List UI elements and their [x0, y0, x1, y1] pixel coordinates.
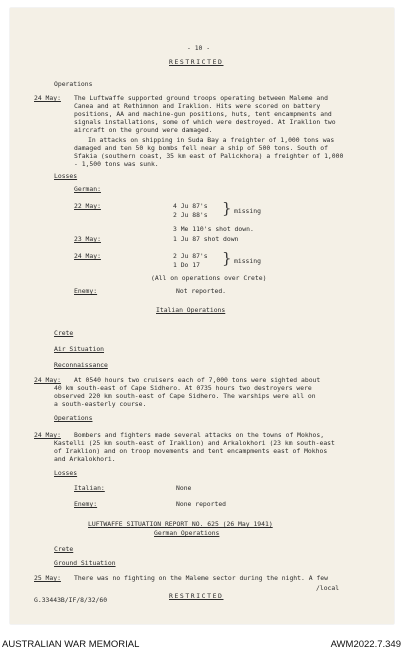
classification-bottom: RESTRICTED — [169, 592, 224, 600]
ops-line-4: and Arkalokhori. — [54, 455, 116, 463]
archive-name: AUSTRALIAN WAR MEMORIAL — [2, 639, 140, 650]
loss-me110: 3 Me 110's shot down. — [173, 225, 254, 233]
missing-24-may: missing — [234, 257, 261, 265]
brace-24-may: } — [222, 249, 232, 267]
ground-line-1: There was no fighting on the Maleme sector during the night. A few — [74, 574, 328, 582]
crete-heading-1: Crete — [54, 329, 74, 337]
recon-line-1: At 0540 hours two cruisers each of 7,000 tons were sighted about — [74, 376, 321, 384]
brace-22-may: } — [222, 199, 232, 217]
archive-footer — [0, 636, 405, 653]
para2-line-4: - 1,500 tons was sunk. — [74, 160, 159, 168]
ops-line-1: Bombers and fighters made several attacks on the towns of Mokhos, — [74, 431, 325, 439]
all-ops-note: (All on operations over Crete) — [151, 274, 267, 282]
date-23-may: 23 May: — [74, 235, 101, 243]
para2-line-1: In attacks on shipping in Suda Bay a freighter of 1,000 tons was — [88, 136, 335, 144]
enemy-loss-label: Enemy: — [74, 500, 98, 508]
ops-date: 24 May: — [34, 431, 61, 439]
ops-line-2: Kastelli (25 km south-east of Iraklion) and Arkalokhori (23 km south-east — [54, 439, 335, 447]
italian-loss-label: Italian: — [74, 484, 105, 492]
loss-ju88-2: 2 Ju 88's — [173, 211, 208, 219]
loss-ju87-4: 4 Ju 87's — [173, 202, 208, 210]
ground-date: 25 May: — [34, 574, 61, 582]
german-label: German: — [74, 185, 101, 193]
enemy-value: Not reported. — [176, 287, 227, 295]
report-subtitle: German Operations — [154, 529, 220, 537]
date-24-may: 24 May: — [74, 252, 101, 260]
recon-date: 24 May: — [34, 376, 61, 384]
crete-heading-2: Crete — [54, 545, 74, 553]
ground-situation-heading: Ground Situation — [54, 559, 116, 567]
ops-line-3: of Iraklion) and on troop movements and tent encampments east of Mokhos — [54, 447, 328, 455]
enemy-label: Enemy: — [74, 287, 98, 295]
loss-ju87-2: 2 Ju 87's — [173, 252, 208, 260]
ops-heading: Operations — [54, 414, 93, 422]
archive-reference: AWM2022.7.349 — [330, 639, 401, 650]
recon-line-3: observed 220 km south-east of Cape Sidhero. The warships were all on — [54, 392, 316, 400]
para1-line-5: aircraft on the ground were damaged. — [74, 126, 213, 134]
loss-do17: 1 Do 17 — [173, 261, 200, 269]
date-label: 24 May: — [34, 94, 61, 102]
page-number: - 10 - — [187, 44, 211, 52]
italian-ops-title: Italian Operations — [156, 306, 226, 314]
recon-line-2: 40 km south-east of Cape Sidhero. At 0735 hours two destroyers were — [54, 384, 312, 392]
recon-line-4: a south-easterly course. — [54, 400, 147, 408]
recon-heading: Reconnaissance — [54, 361, 108, 369]
para1-line-2: Canea and at Rethimnon and Iraklion. Hits were scored on battery — [74, 102, 321, 110]
document-page — [10, 8, 394, 624]
classification-top: RESTRICTED — [169, 58, 224, 66]
report-title: LUFTWAFFE SITUATION REPORT NO. 625 (26 May 1941) — [88, 520, 273, 528]
document-reference: G.33443B/IF/8/32/60 — [34, 596, 108, 604]
para1-line-1: The Luftwaffe supported ground troops operating between Maleme and — [74, 94, 328, 102]
air-situation-heading: Air Situation — [54, 345, 105, 353]
para1-line-3: positions, AA and machine-gun positions, huts, tent encampments and — [74, 110, 332, 118]
enemy-loss-value: None reported — [176, 500, 227, 508]
section-heading: Operations — [54, 80, 93, 88]
para2-line-2: damaged and ten 50 kg bombs fell near a ship of 500 tons. South of — [74, 144, 328, 152]
continuation-mark: /local — [316, 584, 340, 592]
loss-ju87-1: 1 Ju 87 shot down — [173, 235, 239, 243]
italian-losses-heading: Losses — [54, 469, 78, 477]
date-22-may: 22 May: — [74, 202, 101, 210]
losses-heading: Losses — [54, 172, 78, 180]
para1-line-4: signals installations, some of which were destroyed. At Iraklion two — [74, 118, 336, 126]
missing-22-may: missing — [234, 207, 261, 215]
para2-line-3: Sfakia (southern coast, 35 km east of Palickhora) a freighter of 1,000 — [74, 152, 344, 160]
italian-loss-value: None — [176, 484, 192, 492]
